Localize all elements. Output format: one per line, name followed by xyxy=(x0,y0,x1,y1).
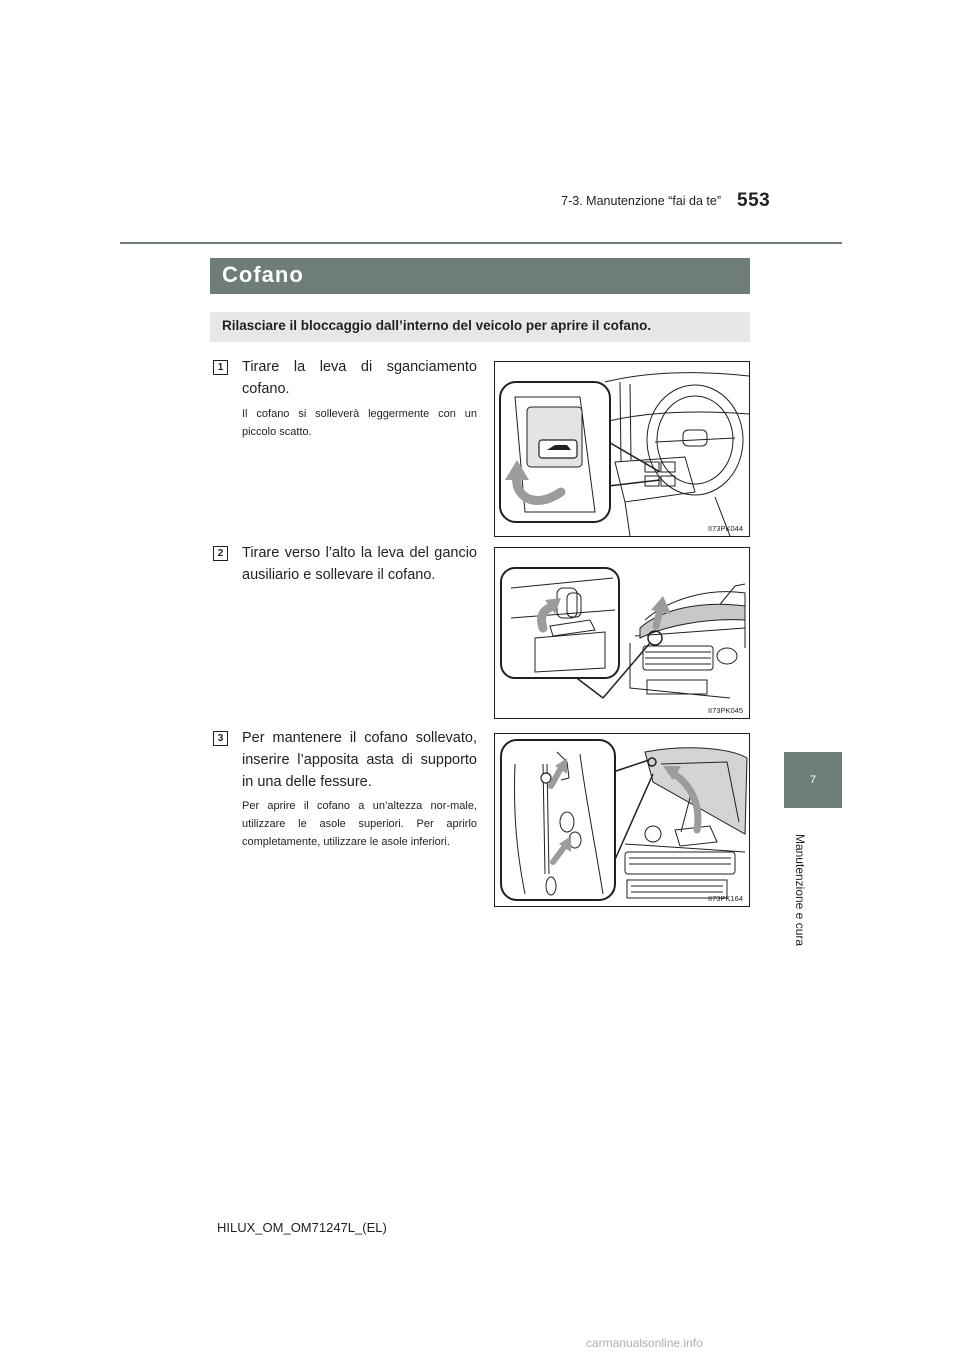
step-instruction: Per mantenere il cofano sollevato, inserire l’apposita asta di supporto in una delle fessure. xyxy=(242,730,477,790)
step-number: 3 xyxy=(217,733,224,744)
chapter-number: 7 xyxy=(809,774,817,786)
step-number-badge xyxy=(213,546,228,561)
section-title: 7-3. Manutenzione “fai da te” xyxy=(561,194,721,208)
step-number-badge xyxy=(213,731,228,746)
hood-release-illustration xyxy=(495,362,749,536)
step-number: 2 xyxy=(217,548,224,559)
chapter-label-container xyxy=(760,820,840,960)
intro-box xyxy=(210,312,750,342)
document-code: HILUX_OM_OM71247L_(EL) xyxy=(217,1220,387,1235)
figure-code: II73PK164 xyxy=(707,894,743,903)
step-note: Per aprire il cofano a un’altezza nor-male, utilizzare le asole superiori. Per aprirlo completamente, utilizzare le asole inferiori. xyxy=(242,800,477,848)
figure-code: II73PK045 xyxy=(707,706,743,715)
auxiliary-catch-illustration xyxy=(495,548,749,718)
chapter-tab[interactable] xyxy=(784,752,842,808)
step-instruction: Tirare la leva di sganciamento cofano. xyxy=(242,359,477,397)
step-number: 1 xyxy=(217,362,224,373)
figure-hood-release-lever xyxy=(494,361,750,537)
figure-code: II73PK044 xyxy=(707,524,743,533)
step-note: Il cofano si solleverà leggermente con un piccolo scatto. xyxy=(242,408,477,438)
section-heading: Cofano xyxy=(222,262,304,287)
figure-hood-support-rod xyxy=(494,733,750,907)
watermark: carmanualsonline.info xyxy=(586,1336,703,1350)
chapter-label: Manutenzione e cura xyxy=(793,833,807,947)
step-instruction: Tirare verso l’alto la leva del gancio ausiliario e sollevare il cofano. xyxy=(242,545,477,583)
page-number: 553 xyxy=(737,190,771,211)
figure-auxiliary-catch-lever xyxy=(494,547,750,719)
intro-text: Rilasciare il bloccaggio dall’interno del veicolo per aprire il cofano. xyxy=(222,318,652,333)
hood-support-rod-illustration xyxy=(495,734,749,906)
step-number-badge xyxy=(213,360,228,375)
header-divider xyxy=(120,242,842,244)
section-heading-bar xyxy=(210,258,750,294)
